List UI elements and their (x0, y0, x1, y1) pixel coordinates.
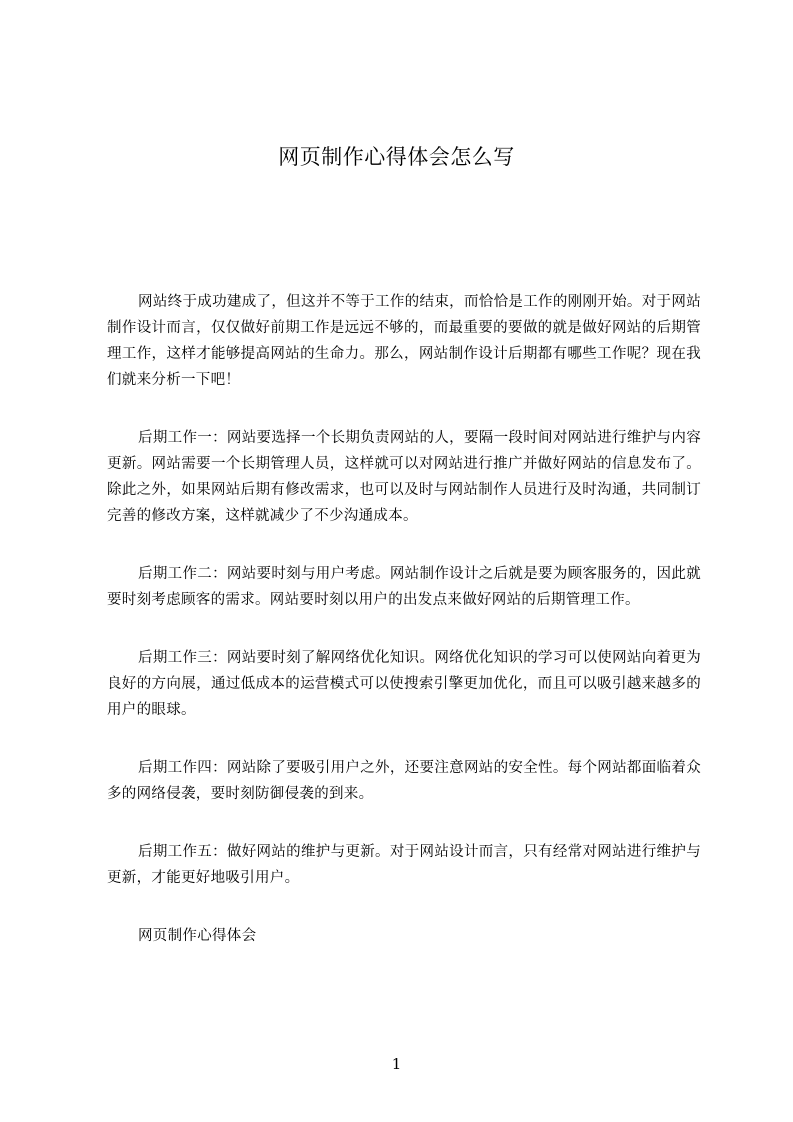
page-number: 1 (391, 1055, 402, 1073)
trailing-heading: 网页制作心得体会 (138, 928, 257, 944)
paragraph-task-three: 后期工作三：网站要时刻了解网络优化知识。网络优化知识的学习可以使网站向着更为良好的方向展，通过低成本的运营模式可以使搜索引擎更加优化，而且可以吸引越来越多的用户的眼球。 (107, 650, 701, 718)
document-body (107, 289, 701, 949)
paragraph-intro: 网站终于成功建成了，但这并不等于工作的结束，而恰恰是工作的刚刚开始。对于网站制作设计而言，仅仅做好前期工作是远远不够的，而最重要的要做的就是做好网站的后期管理工作，这样才能够提高网站的生命力。那么，网站制作设计后期都有哪些工作呢？现在我们就来分析一下吧！ (107, 294, 701, 388)
paragraph-task-four: 后期工作四：网站除了要吸引用户之外，还要注意网站的安全性。每个网站都面临着众多的网络侵袭，要时刻防御侵袭的到来。 (107, 760, 701, 802)
page-title: 网页制作心得体会怎么写 (278, 145, 515, 169)
paragraph-task-two: 后期工作二：网站要时刻与用户考虑。网站制作设计之后就是要为顾客服务的，因此就要时刻考虑顾客的需求。网站要时刻以用户的出发点来做好网站的后期管理工作。 (107, 566, 701, 608)
paragraph-task-one: 后期工作一：网站要选择一个长期负责网站的人，要隔一段时间对网站进行维护与内容更新。网站需要一个长期管理人员，这样就可以对网站进行推广并做好网站的信息发布了。除此之外，如果网站后期有修改需求，也可以及时与网站制作人员进行及时沟通，共同制订完善的修改方案，这样就减少了不少沟通成本。 (107, 430, 701, 524)
paragraph-task-five: 后期工作五：做好网站的维护与更新。对于网站设计而言，只有经常对网站进行维护与更新，才能更好地吸引用户。 (107, 844, 701, 886)
